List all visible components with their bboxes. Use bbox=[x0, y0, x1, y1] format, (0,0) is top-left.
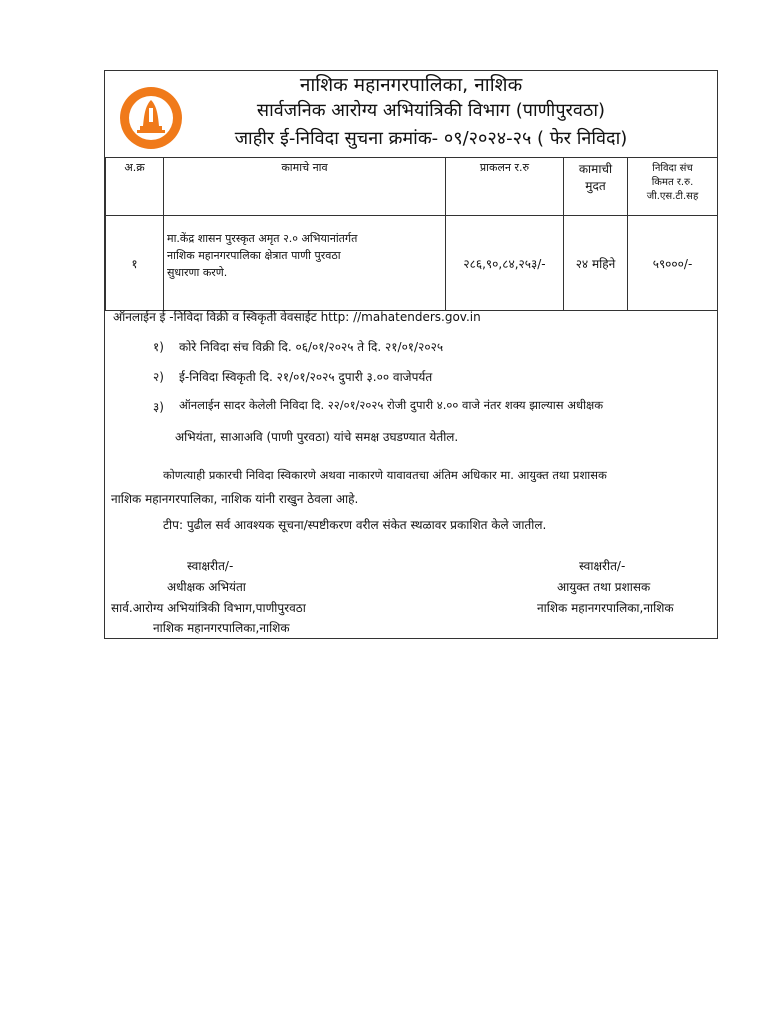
col-fee-header bbox=[628, 158, 718, 216]
table-row bbox=[106, 216, 718, 311]
table-header-row bbox=[106, 158, 718, 216]
work-line: नाशिक महानगरपालिका क्षेत्रात पाणी पुरवठा bbox=[167, 249, 341, 262]
notice-header bbox=[105, 71, 717, 157]
left-signature-line: स्वाक्षरीत/- bbox=[187, 559, 234, 573]
item-text-continued: अभियंता, साआअवि (पाणी पुरवठा) यांचे समक्ष उघडण्यात येतील. bbox=[175, 430, 459, 444]
period-header-line: मुदत bbox=[585, 179, 606, 193]
item-text: कोरे निविदा संच विक्री दि. ०६/०१/२०२५ ते दि. २१/०१/२०२५ bbox=[179, 340, 444, 354]
item-text: ई-निविदा स्विकृती दि. २१/०१/२०२५ दुपारी ३.०० वाजेपर्यत bbox=[179, 370, 433, 384]
authority-paragraph-line: कोणत्याही प्रकारची निविदा स्विकारणे अथवा नाकारणे यावावतचा अंतिम अधिकार मा. आयुक्त तथा प्रशासक bbox=[163, 468, 607, 482]
period-header-line: कामाची bbox=[578, 162, 613, 176]
item-number: ३) bbox=[153, 400, 164, 414]
row-period: २४ महिने bbox=[564, 216, 628, 311]
authority-paragraph-line: नाशिक महानगरपालिका, नाशिक यांनी राखुन ठेवला आहे. bbox=[111, 492, 359, 506]
row-work bbox=[164, 216, 446, 311]
website-line: ऑनलाईन ई -निविदा विक्री व स्विकृती वेवसाईट http: //mahatenders.gov.in bbox=[113, 310, 481, 324]
tender-table bbox=[105, 157, 718, 311]
item-text: ऑनलाईन सादर केलेली निविदा दि. २२/०१/२०२५ रोजी दुपारी ४.०० वाजे नंतर शक्य झाल्यास अधीक्षक bbox=[179, 398, 604, 412]
left-signature-designation: अधीक्षक अभियंता bbox=[167, 580, 246, 594]
col-sr-header: अ.क्र bbox=[106, 158, 164, 216]
item-number: २) bbox=[153, 370, 164, 384]
item-number: १) bbox=[153, 340, 164, 354]
left-signature-department: सार्व.आरोग्य अभियांत्रिकी विभाग,पाणीपुरवठा bbox=[111, 601, 306, 615]
row-fee: ५९०००/- bbox=[628, 216, 718, 311]
notice-title-dept: सार्वजनिक आरोग्य अभियांत्रिकी विभाग (पाणीपुरवठा) bbox=[256, 100, 606, 121]
work-line: सुधारणा करणे. bbox=[167, 266, 228, 279]
left-signature-org: नाशिक महानगरपालिका,नाशिक bbox=[153, 621, 290, 635]
col-estimate-header: प्राकलन र.रु bbox=[446, 158, 564, 216]
note-line: टीप: पुढील सर्व आवश्यक सूचना/स्पष्टीकरण वरील संकेत स्थळावर प्रकाशित केले जातील. bbox=[163, 518, 547, 532]
fee-header-line: निविदा संच bbox=[652, 163, 693, 174]
notice-title-org: नाशिक महानगरपालिका, नाशिक bbox=[299, 74, 523, 96]
right-signature-org: नाशिक महानगरपालिका,नाशिक bbox=[537, 601, 674, 615]
work-line: मा.केंद्र शासन पुरस्कृत अमृत २.० अभियानांतर्गत bbox=[167, 232, 358, 245]
right-signature-line: स्वाक्षरीत/- bbox=[579, 559, 626, 573]
col-work-header: कामाचे नाव bbox=[164, 158, 446, 216]
col-period-header bbox=[564, 158, 628, 216]
tender-notice bbox=[104, 70, 718, 639]
fee-header-line: किमत र.रु. bbox=[651, 177, 694, 188]
row-sr: १ bbox=[106, 216, 164, 311]
notice-title-number: जाहीर ई-निविदा सुचना क्रमांक- ०९/२०२४-२५ ( फेर निविदा) bbox=[234, 128, 628, 149]
fee-header-line: जी.एस.टी.सह bbox=[646, 191, 699, 202]
right-signature-designation: आयुक्त तथा प्रशासक bbox=[557, 580, 651, 594]
row-estimate: २८६,९०,८४,२५३/- bbox=[446, 216, 564, 311]
